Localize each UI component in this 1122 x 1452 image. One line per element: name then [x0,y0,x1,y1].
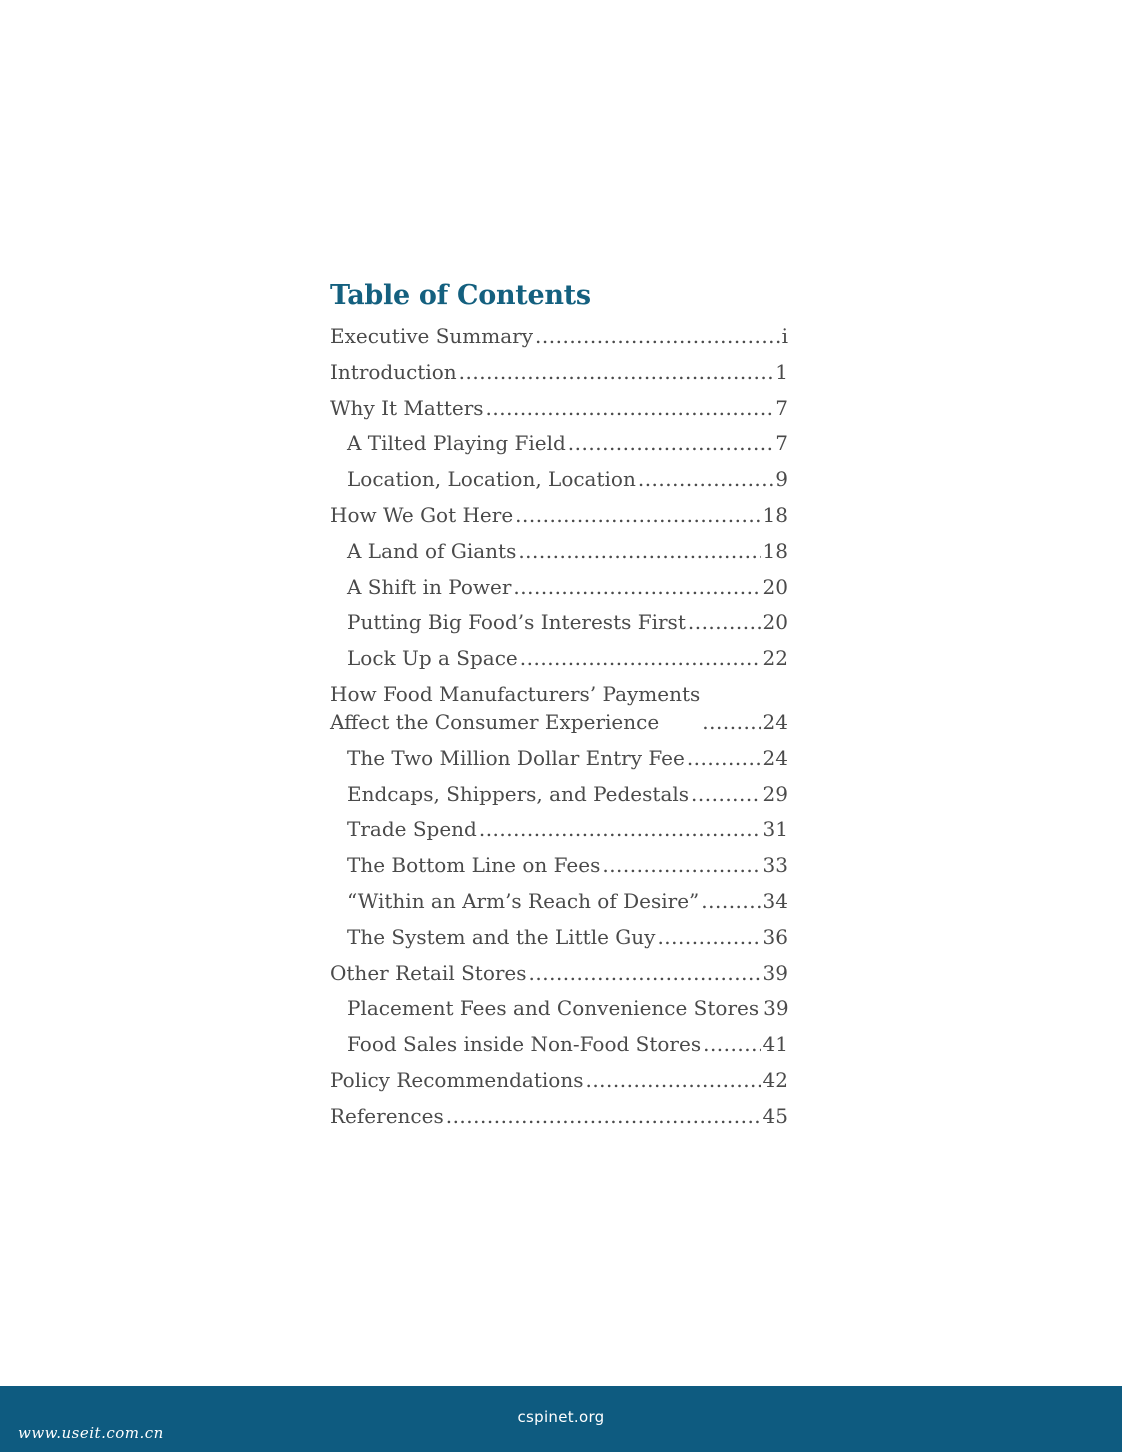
toc-entry-page-number: 7 [775,431,788,456]
toc-entry-page-number: 42 [762,1067,788,1092]
toc-entry-page-number: 20 [762,610,788,635]
toc-entry-label: Executive Summary [330,324,534,348]
toc-entry[interactable] [330,358,788,386]
dot-leader [703,1030,760,1058]
dot-leader [638,465,773,493]
toc-entry[interactable] [330,429,788,457]
toc-entry-page-number: 34 [762,888,788,913]
toc-entry[interactable] [330,573,788,601]
toc-entry[interactable] [330,851,788,879]
dot-leader [518,537,760,565]
toc-entry-label: The Bottom Line on Fees [347,853,601,878]
toc-entry-page-number: 9 [775,467,788,492]
toc-entry[interactable] [330,608,788,636]
dot-leader [702,708,760,736]
toc-entry[interactable] [330,1030,788,1058]
toc-entry-page-number: 29 [762,781,788,806]
toc-entry[interactable] [330,501,788,529]
watermark-text: www.useit.com.cn [18,1424,164,1442]
toc-entry-page-number: 33 [762,853,788,878]
toc-entry-page-number: 41 [762,1032,788,1057]
dot-leader [479,815,761,843]
dot-leader [529,959,761,987]
toc-entry[interactable] [330,465,788,493]
toc-entry-page-number: 39 [763,996,789,1021]
toc-entry[interactable] [330,644,788,672]
footer-bar [0,1386,1122,1452]
toc-entry-label: Putting Big Food’s Interests First [347,610,686,635]
toc-entry-label: How Food Manufacturers’ Payments Affect the Consumer Experience [330,681,701,734]
toc-entry-page-number: 20 [762,574,788,599]
toc-entry[interactable] [330,394,788,422]
toc-list [330,322,788,1130]
page-title: Table of Contents [330,280,591,311]
dot-leader [568,429,773,457]
toc-entry-page-number: 45 [762,1103,788,1128]
dot-leader [459,358,774,386]
toc-entry[interactable] [330,1066,788,1094]
toc-entry-page-number: 1 [775,359,788,384]
toc-entry-label: Policy Recommendations [330,1067,584,1092]
toc-entry-label: Why It Matters [330,395,484,420]
toc-entry[interactable] [330,887,788,915]
dot-leader [657,923,760,951]
dot-leader [520,644,761,672]
dot-leader [446,1102,761,1130]
toc-entry-page-number: 18 [762,502,788,527]
toc-entry[interactable] [330,959,788,987]
dot-leader [688,608,761,636]
toc-entry-label: Endcaps, Shippers, and Pedestals [347,781,690,806]
toc-entry-label: References [330,1103,444,1128]
toc-entry-page-number: 22 [762,646,788,671]
toc-entry-label: Food Sales inside Non-Food Stores [347,1032,702,1057]
toc-entry[interactable] [330,815,788,843]
toc-entry-page-number: 24 [762,745,788,770]
toc-entry-page-number: 24 [762,709,788,734]
toc-entry-label: Lock Up a Space [347,646,518,671]
toc-entry-label: How We Got Here [330,502,514,527]
dot-leader [701,887,760,915]
toc-entry[interactable] [330,923,788,951]
toc-entry-label: Location, Location, Location [347,467,636,492]
toc-entry-page-number: 31 [762,817,788,842]
toc-entry-page-number: 18 [762,538,788,563]
dot-leader [687,744,761,772]
toc-entry-label: Introduction [330,359,457,384]
dot-leader [691,780,761,808]
toc-entry[interactable] [330,322,788,350]
dot-leader [513,573,760,601]
dot-leader [535,322,780,350]
toc-entry-label: A Land of Giants [347,538,517,563]
toc-entry-page-number: 36 [762,924,788,949]
toc-entry-label: The Two Million Dollar Entry Fee [347,745,685,770]
footer-website-link[interactable]: cspinet.org [517,1408,605,1426]
toc-entry-label: A Shift in Power [347,574,512,599]
toc-entry-label: “Within an Arm’s Reach of Desire” [347,888,700,913]
dot-leader [486,394,774,422]
toc-entry[interactable] [330,780,788,808]
toc-entry[interactable] [330,994,788,1022]
toc-entry[interactable] [330,680,788,736]
toc-entry-label: Other Retail Stores [330,960,527,985]
toc-entry[interactable] [330,1102,788,1130]
toc-entry-page-number: 7 [775,395,788,420]
dot-leader [602,851,760,879]
table-of-contents [330,278,788,1138]
toc-entry[interactable] [330,744,788,772]
toc-entry-label: The System and the Little Guy [347,924,656,949]
toc-entry-label: Trade Spend [347,817,477,842]
toc-entry-label: Placement Fees and Convenience Stores [347,996,760,1021]
toc-entry-page-number: 39 [762,960,788,985]
toc-entry-label: A Tilted Playing Field [347,431,566,456]
toc-entry[interactable] [330,537,788,565]
dot-leader [585,1066,760,1094]
dot-leader [515,501,760,529]
toc-entry-page-number: i [781,324,788,348]
